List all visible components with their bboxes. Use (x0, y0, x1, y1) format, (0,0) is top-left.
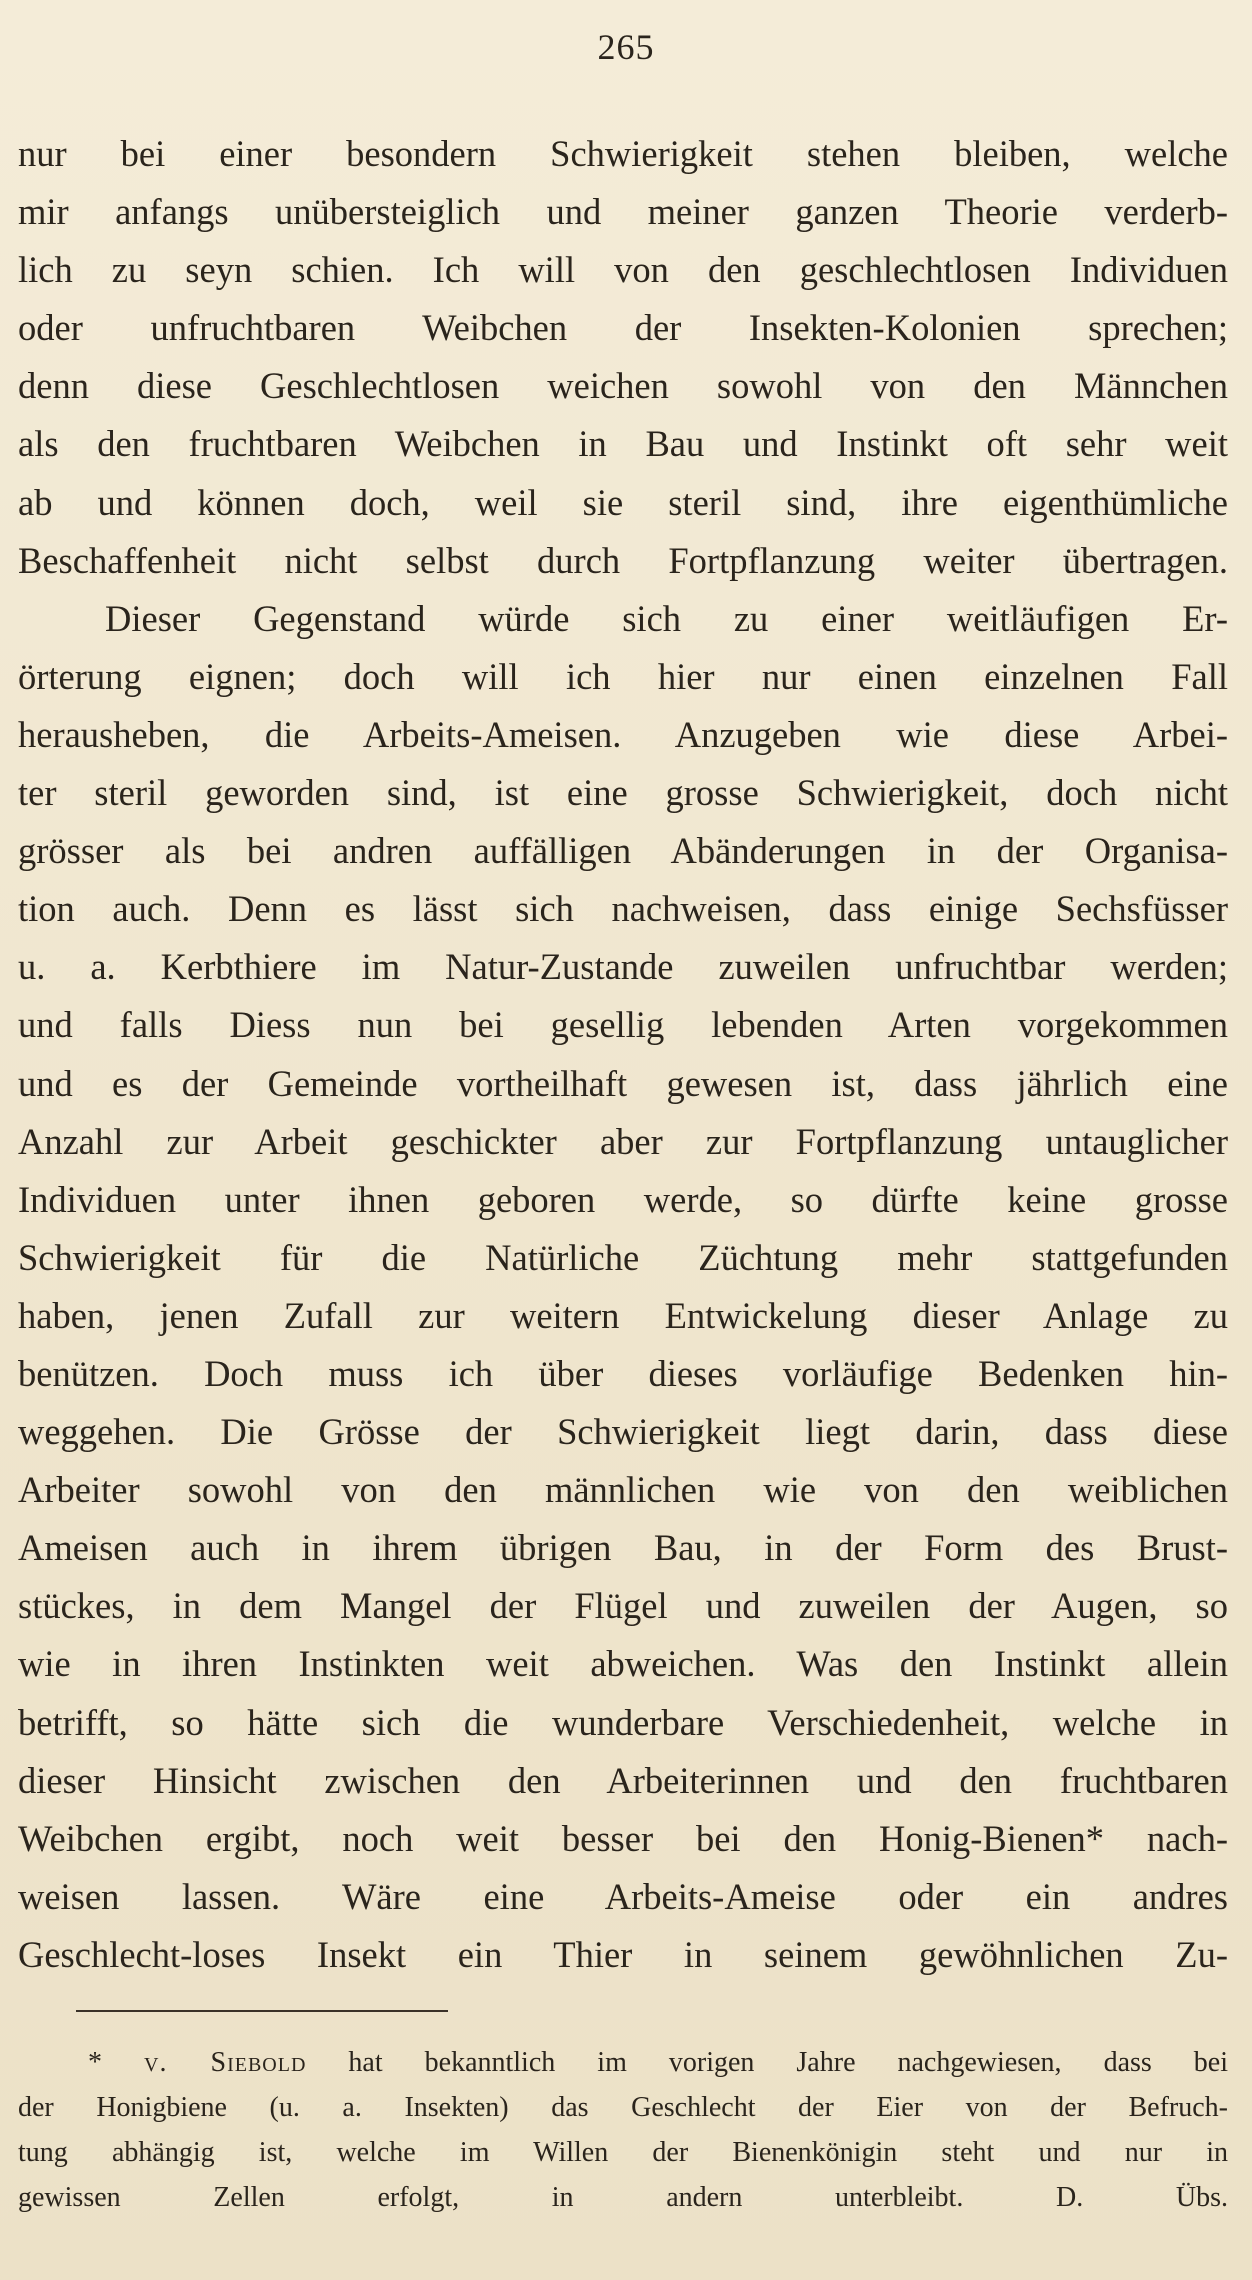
text-line: nur bei einer besondern Schwierigkeit stehen bleiben, welche (18, 133, 1228, 174)
text-line: lich zu seyn schien. Ich will von den geschlechtlosen Individuen (18, 249, 1228, 291)
text-line: Geschlecht-loses Insekt ein Thier in seinem gewöhnlichen Zu- (18, 1933, 1228, 1975)
text-line: örterung eignen; doch will ich hier nur einen einzelnen Fall (18, 655, 1228, 697)
text-line: Weibchen ergibt, noch weit besser bei den Honig-Bienen* nach- (18, 1817, 1228, 1859)
footnote-signature: D. Übs. (1056, 2182, 1228, 2213)
text-line: und falls Diess nun bei gesellig lebenden Arten vorgekommen (18, 1004, 1228, 1046)
body-text (18, 125, 1228, 1984)
text-line: Schwierigkeit für die Natürliche Züchtung mehr stattgefunden (18, 1236, 1228, 1278)
text-line: Arbeiter sowohl von den männlichen wie von den weiblichen (18, 1469, 1228, 1511)
text-line: als den fruchtbaren Weibchen in Bau und Instinkt oft sehr weit (18, 423, 1228, 465)
text-line: haben, jenen Zufall zur weitern Entwickelung dieser Anlage zu (18, 1294, 1228, 1336)
footnote-line: der Honigbiene (u. a. Insekten) das Geschlecht der Eier von der Befruch- (18, 2092, 1228, 2123)
text-line: tion auch. Denn es lässt sich nachweisen, dass einige Sechsfüsser (18, 888, 1228, 930)
footnote-line (18, 2040, 1228, 2085)
text-line: ab und können doch, weil sie steril sind, ihre eigenthümliche (18, 481, 1228, 523)
footnote-text: hat bekanntlich im vorigen Jahre nachgewiesen, dass bei (348, 2047, 1228, 2078)
text-line: wie in ihren Instinkten weit abweichen. Was den Instinkt allein (18, 1643, 1228, 1685)
footnote-text: gewissen Zellen erfolgt, in andern unterbleibt. (18, 2182, 964, 2213)
text-line: stückes, in dem Mangel der Flügel und zuweilen der Augen, so (18, 1585, 1228, 1627)
text-line: Anzahl zur Arbeit geschickter aber zur Fortpflanzung untauglicher (18, 1120, 1228, 1162)
text-line: weggehen. Die Grösse der Schwierigkeit liegt darin, dass diese (18, 1411, 1228, 1453)
text-line: Ameisen auch in ihrem übrigen Bau, in der Form des Brust- (18, 1527, 1228, 1569)
text-line: u. a. Kerbthiere im Natur-Zustande zuweilen unfruchtbar werden; (18, 946, 1228, 988)
text-line: ter steril geworden sind, ist eine grosse Schwierigkeit, doch nicht (18, 772, 1228, 814)
footnote-line: tung abhängig ist, welche im Willen der Bienenkönigin steht und nur in (18, 2137, 1228, 2168)
text-line: grösser als bei andren auffälligen Abänderungen in der Organisa- (18, 830, 1228, 872)
text-line: mir anfangs unübersteiglich und meiner ganzen Theorie verderb- (18, 191, 1228, 233)
text-line: Individuen unter ihnen geboren werde, so dürfte keine grosse (18, 1178, 1228, 1220)
footnote-author: v. Siebold (144, 2047, 307, 2078)
text-line: denn diese Geschlechtlosen weichen sowohl von den Männchen (18, 365, 1228, 407)
footnote-marker: * (88, 2047, 102, 2078)
page-number: 265 (597, 27, 655, 67)
text-line: dieser Hinsicht zwischen den Arbeiterinnen und den fruchtbaren (18, 1759, 1228, 1801)
text-line-paragraph-start: Dieser Gegenstand würde sich zu einer weitläufigen Er- (105, 597, 1228, 639)
text-line: und es der Gemeinde vortheilhaft gewesen ist, dass jährlich eine (18, 1062, 1228, 1104)
text-line: herausheben, die Arbeits-Ameisen. Anzugeben wie diese Arbei- (18, 713, 1228, 755)
text-line: betrifft, so hätte sich die wunderbare Verschiedenheit, welche in (18, 1701, 1228, 1743)
footnote-line (18, 2175, 1228, 2220)
footnote (18, 2040, 1228, 2220)
text-line: benützen. Doch muss ich über dieses vorläufige Bedenken hin- (18, 1352, 1228, 1394)
text-line: weisen lassen. Wäre eine Arbeits-Ameise oder ein andres (18, 1875, 1228, 1917)
footnote-rule (76, 2010, 448, 2012)
text-line: oder unfruchtbaren Weibchen der Insekten-Kolonien sprechen; (18, 307, 1228, 349)
text-line: Beschaffenheit nicht selbst durch Fortpflanzung weiter übertragen. (18, 539, 1228, 581)
